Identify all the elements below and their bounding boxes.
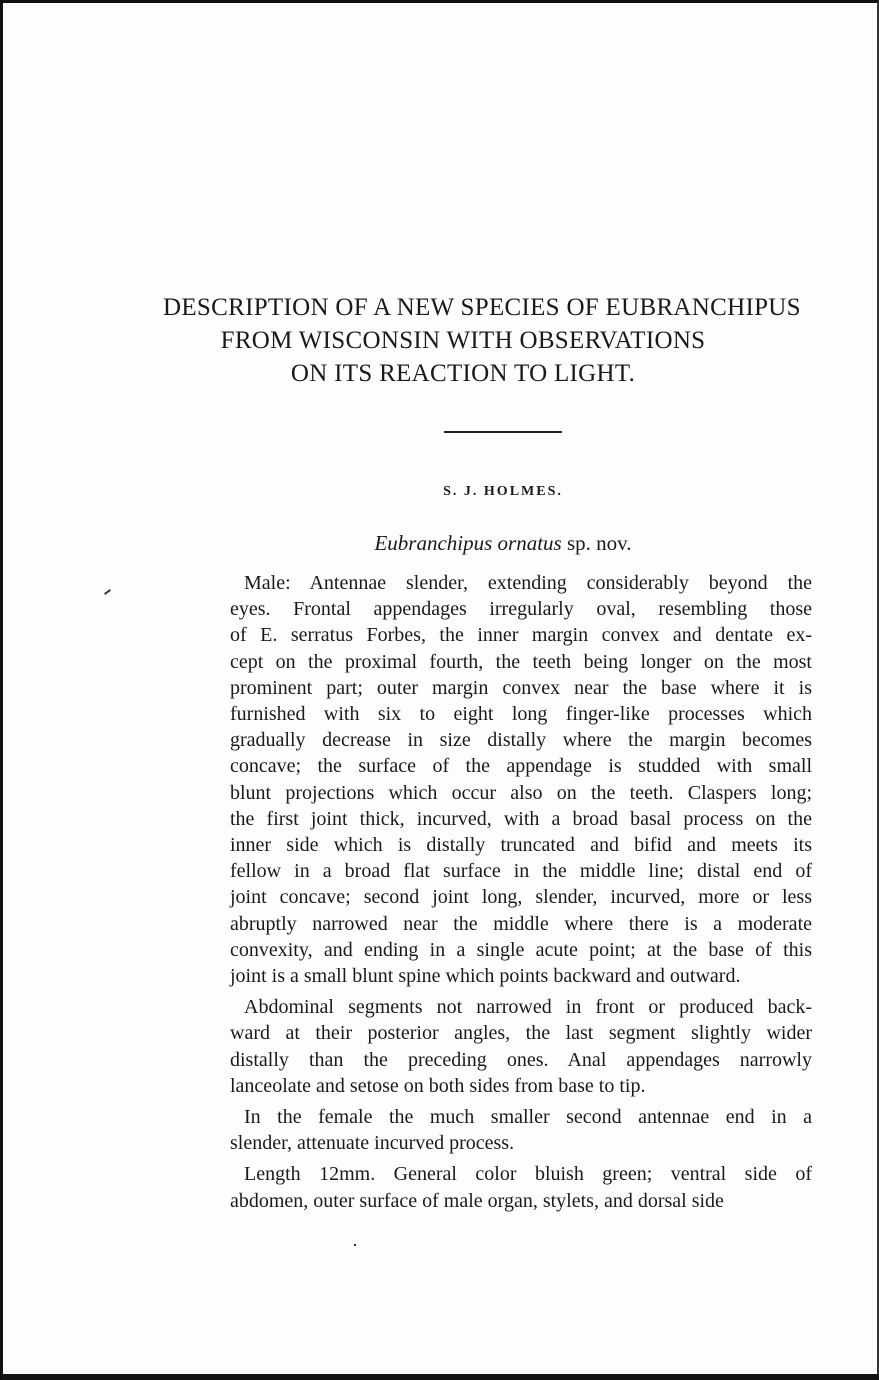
text-line: eyes. Frontal appendages irregularly oval, resembling those xyxy=(230,598,812,621)
body-text xyxy=(230,570,812,1214)
title-line-1: DESCRIPTION OF A NEW SPECIES OF EUBRANCHIPUS xyxy=(163,294,801,321)
page-speck xyxy=(354,1244,356,1246)
text-line: joint concave; second joint long, slender, incurved, more or less xyxy=(230,886,812,909)
text-line: gradually decrease in size distally where the margin becomes xyxy=(230,729,812,752)
text-line: lanceolate and setose on both sides from base to tip. xyxy=(230,1074,646,1097)
paragraph xyxy=(230,1104,812,1156)
text-line: blunt projections which occur also on the teeth. Claspers long; xyxy=(230,781,812,804)
species-suffix: sp. nov. xyxy=(566,531,632,555)
text-line: prominent part; outer margin convex near the base where it is xyxy=(230,676,812,699)
text-line: slender, attenuate incurved process. xyxy=(230,1132,515,1155)
paragraph xyxy=(230,1161,812,1213)
paragraph xyxy=(230,994,812,1099)
text-line: Abdominal segments not narrowed in front or produced back- xyxy=(244,996,812,1019)
text-line: fellow in a broad flat surface in the middle line; distal end of xyxy=(230,860,812,883)
text-line: cept on the proximal fourth, the teeth being longer on the most xyxy=(230,650,812,673)
paper-title xyxy=(163,291,801,390)
text-line: joint is a small blunt spine which points backward and outward. xyxy=(230,965,741,988)
text-line: inner side which is distally truncated and bifid and meets its xyxy=(230,834,812,857)
title-line-2: FROM WISCONSIN WITH OBSERVATIONS xyxy=(220,327,706,354)
text-line: furnished with six to eight long finger-like processes which xyxy=(230,703,812,726)
species-name: Eubranchipus ornatus xyxy=(374,531,562,555)
author-name: S. J. HOLMES. xyxy=(443,484,563,499)
title-divider xyxy=(444,431,562,433)
title-line-3: ON ITS REACTION TO LIGHT. xyxy=(290,360,636,387)
text-line: distally than the preceding ones. Anal appendages narrowly xyxy=(230,1048,812,1071)
text-line: In the female the much smaller second antennae end in a xyxy=(244,1106,812,1129)
text-line: concave; the surface of the appendage is studded with small xyxy=(230,755,812,778)
paragraph xyxy=(230,570,812,989)
species-heading xyxy=(283,531,723,556)
margin-tick xyxy=(104,589,111,595)
page-bottom-edge xyxy=(3,1374,879,1380)
text-line: Male: Antennae slender, extending considerably beyond the xyxy=(244,572,812,594)
text-line: Length 12mm. General color bluish green; ventral side of xyxy=(244,1163,812,1186)
text-line: the first joint thick, incurved, with a broad basal process on the xyxy=(230,807,812,830)
text-line: of E. serratus Forbes, the inner margin convex and dentate ex- xyxy=(230,624,812,647)
text-line: abruptly narrowed near the middle where there is a moderate xyxy=(230,912,812,935)
text-line: ward at their posterior angles, the last segment slightly wider xyxy=(230,1022,812,1045)
text-line: abdomen, outer surface of male organ, stylets, and dorsal side xyxy=(230,1189,724,1212)
text-line: convexity, and ending in a single acute point; at the base of this xyxy=(230,938,812,961)
